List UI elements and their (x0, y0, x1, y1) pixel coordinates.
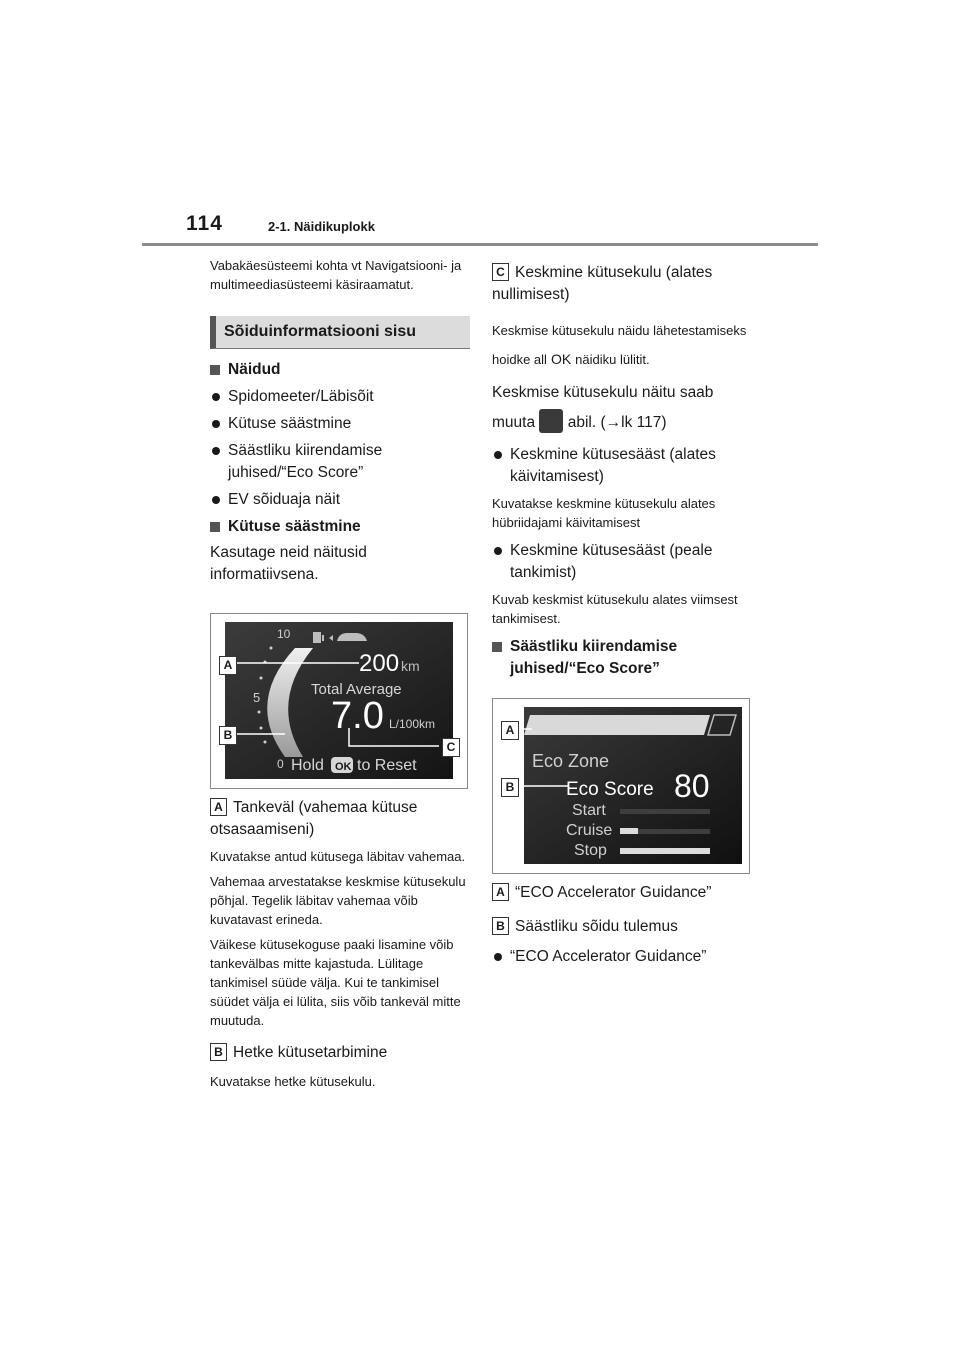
section-title: Sõiduinformatsiooni sisu (210, 316, 470, 349)
label-a-box: A (492, 883, 509, 901)
settings-gear-icon (539, 409, 563, 433)
range-unit: km (401, 658, 420, 674)
start-label: Start (572, 802, 606, 819)
label-b-note: Kuvatakse hetke kütusekulu. (210, 1074, 376, 1089)
start-bar-track (620, 809, 710, 814)
heading-eco: Säästliku kiirendamise juhised/“Eco Score” (492, 636, 754, 680)
left-column (210, 256, 470, 586)
label-b-text: Hetke kütusetarbimine (233, 1044, 388, 1061)
callout-a: A (219, 656, 237, 675)
bullet-icon (494, 953, 502, 961)
square-bullet-icon (492, 642, 502, 652)
square-bullet-icon (210, 522, 220, 532)
eco-guidance-bar (524, 715, 710, 735)
cruise-label: Cruise (566, 822, 613, 839)
change-note: Keskmise kütusekulu näitu saab muuta abil. (→lk 117) (492, 384, 714, 431)
ok-label: OK (550, 351, 572, 367)
scale-0: 0 (277, 757, 284, 771)
stop-label: Stop (574, 842, 607, 859)
fuel-display-screen (225, 622, 453, 779)
b1-note: Kuvatakse keskmine kütusekulu alates hübriidajami käivitamisest (492, 496, 716, 530)
list-item: Keskmine kütusesääst (alates käivitamisest) (492, 444, 754, 488)
label-b-row (492, 916, 754, 938)
eco-score-screen (524, 707, 742, 864)
bullet-icon (212, 496, 220, 504)
label-a-row (210, 797, 466, 841)
eco-score-figure (492, 698, 750, 874)
label-b-text: Säästliku sõidu tulemus (515, 918, 678, 935)
list-item: Säästliku kiirendamise juhised/“Eco Score” (210, 440, 470, 484)
label-a-text: “ECO Accelerator Guidance” (515, 884, 712, 901)
square-bullet-icon (210, 365, 220, 375)
heading-naidud: Näidud (210, 359, 470, 381)
list-item: Keskmine kütusesääst (peale tankimist) (492, 540, 754, 584)
eco-score-label: Eco Score (566, 779, 654, 800)
label-b-box: B (210, 1043, 227, 1061)
right-column (492, 262, 754, 680)
label-b-box: B (492, 917, 509, 935)
intro-text: Vabakäesüsteemi kohta vt Navigatsiooni- ja multimeediasüsteemi käsiraamatut. (210, 258, 462, 292)
label-a-note3: Väikese kütusekoguse paaki lisamine võib tankevälbas mitte kajastuda. Lülitage tankimisel süüde välja. Kui te tankimisel süüdet välja ei lülita, siis võib tankeväl mitte muutuda. (210, 937, 461, 1028)
label-c-text: Keskmine kütusekulu (alates nullimisest) (492, 264, 713, 303)
fuel-text: Kasutage neid näitusid informatiivsena. (210, 544, 367, 583)
average-unit: L/100km (389, 717, 436, 731)
list-item: Spidomeeter/Läbisõit (210, 386, 470, 408)
bullet-icon (212, 420, 220, 428)
stop-bar-fill (620, 848, 710, 854)
cruise-bar-fill (620, 828, 638, 834)
list-item: EV sõiduaja näit (210, 489, 470, 511)
average-value: 7.0 (331, 695, 384, 737)
reset-label: to Reset (357, 757, 417, 774)
label-a-note1: Kuvatakse antud kütusega läbitav vahemaa. (210, 849, 466, 864)
label-a-text: Tankeväl (vahemaa kütuse otsasaamiseni) (210, 799, 418, 838)
bullet-icon (212, 393, 220, 401)
scale-5: 5 (253, 690, 261, 705)
ok-label: OK (335, 761, 352, 773)
callout-b: B (501, 778, 519, 797)
left-lower (210, 797, 466, 1091)
callout-b: B (219, 726, 237, 745)
header-rule (142, 243, 818, 246)
hold-label: Hold (291, 757, 324, 774)
eco-zone-label: Eco Zone (532, 751, 610, 771)
right-lower (492, 882, 754, 968)
bullet-icon (494, 547, 502, 555)
eco-score-value: 80 (674, 768, 710, 804)
label-c-row (492, 262, 754, 306)
reset-note: Keskmise kütusekulu näidu lähetestamiseks hoidke all OK näidiku lülitit. (492, 316, 754, 374)
range-value: 200 (359, 650, 400, 677)
chapter-title: 2-1. Näidikuplokk (268, 219, 375, 234)
label-a-row (492, 882, 754, 904)
list-item: “ECO Accelerator Guidance” (492, 946, 754, 968)
list-item: Kütuse säästmine (210, 413, 470, 435)
page-number: 114 (186, 212, 223, 235)
label-a-box: A (210, 798, 227, 816)
total-average-label: Total Average (311, 681, 402, 698)
label-b-row (210, 1042, 466, 1064)
callout-c: C (442, 738, 460, 757)
label-c-box: C (492, 263, 509, 281)
heading-fuel: Kütuse säästmine (210, 516, 470, 538)
callout-a: A (501, 721, 519, 740)
b2-note: Kuvab keskmist kütusekulu alates viimsest tankimisest. (492, 592, 738, 626)
fuel-display-figure (210, 613, 468, 789)
bullet-icon (494, 451, 502, 459)
bullet-icon (212, 447, 220, 455)
scale-10: 10 (277, 627, 291, 641)
label-a-note2: Vahemaa arvestatakse keskmise kütusekulu põhjal. Tegelik läbitav vahemaa võib kuvatavast erineda. (210, 874, 466, 927)
